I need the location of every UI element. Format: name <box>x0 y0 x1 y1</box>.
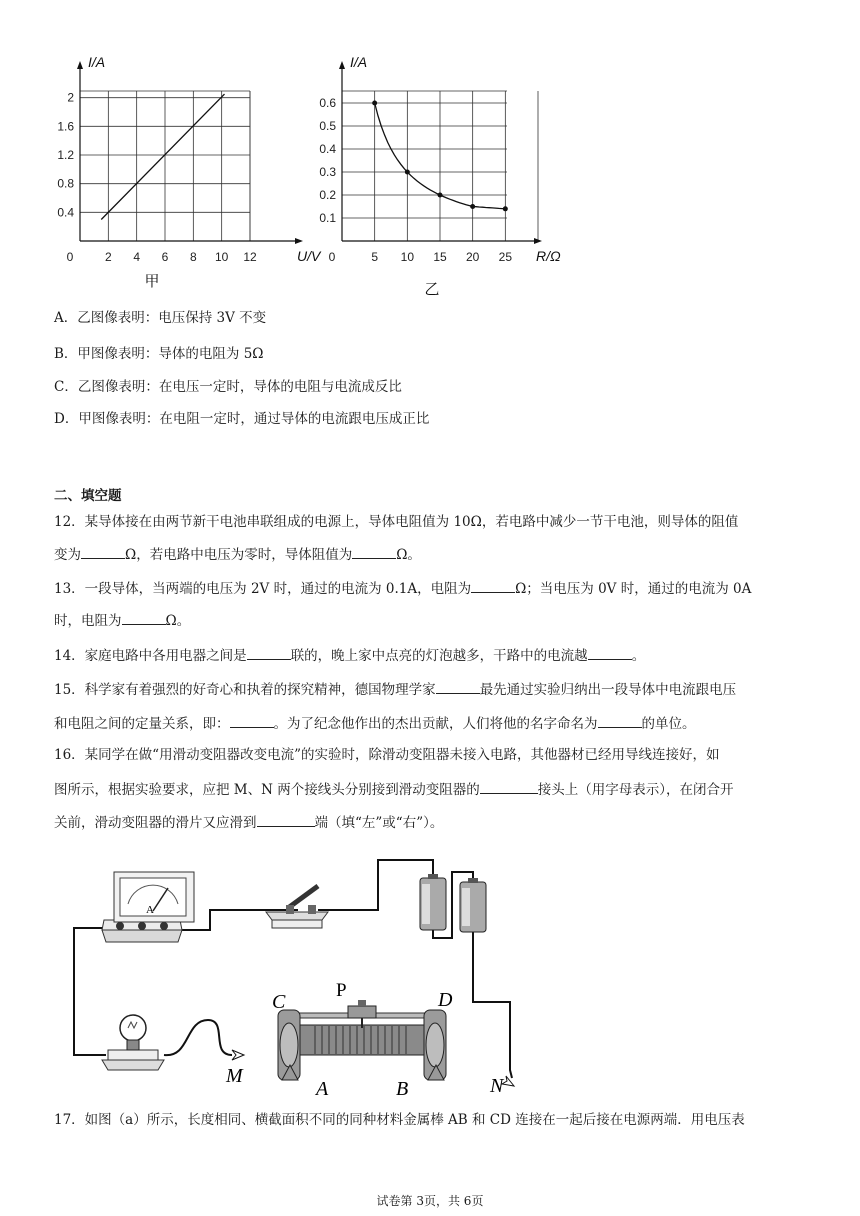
x-tick-label: 0 <box>66 250 74 264</box>
grid <box>80 91 250 241</box>
q16-text-c: 关前，滑动变阻器的滑片又应滑到 <box>54 815 257 831</box>
x-tick-label: 25 <box>498 250 513 264</box>
q13-blank-2[interactable] <box>122 610 166 625</box>
q12-line2 <box>54 544 421 565</box>
x-tick-label: 10 <box>400 250 415 264</box>
ammeter-label: A <box>146 904 154 916</box>
q13-text-d: Ω。 <box>165 613 191 629</box>
q13-line2 <box>54 610 190 631</box>
x-tick-label: 8 <box>189 250 197 264</box>
data-point <box>470 204 475 209</box>
x-tick-label: 2 <box>104 250 112 264</box>
q12-line1: 12．某导体接在由两节新干电池串联组成的电源上，导体电阻值为 10Ω，若电路中减少一节干电池，则导体的阻值 <box>54 514 739 530</box>
option-b: B．甲图像表明：导体的电阻为 5Ω <box>54 346 264 362</box>
battery-icon <box>420 874 446 930</box>
y-tick-label: 0.5 <box>319 119 336 133</box>
label-d: D <box>438 989 453 1011</box>
graph-jia <box>57 50 321 300</box>
lamp-icon <box>102 1015 164 1070</box>
q16-blank-1[interactable] <box>480 779 538 794</box>
q12-blank-2[interactable] <box>352 544 396 559</box>
q15-text-e: 的单位。 <box>641 716 696 732</box>
label-p: P <box>336 980 347 1001</box>
y-tick-label: 2 <box>67 90 74 105</box>
q15-text-a: 15．科学家有着强烈的好奇心和执着的探究精神，德国物理学家 <box>54 682 436 698</box>
y-axis-label: I/A <box>88 54 106 70</box>
q12-text-a: 变为 <box>54 547 81 563</box>
rheostat-icon <box>278 1000 446 1080</box>
y-axis-arrow-icon <box>339 61 345 69</box>
q16-line3 <box>54 812 443 833</box>
q15-blank-3[interactable] <box>598 713 642 728</box>
option-c: C．乙图像表明：在电压一定时，导体的电阻与电流成反比 <box>54 379 402 395</box>
q12-text-b: Ω，若电路中电压为零时，导体阻值为 <box>125 547 353 563</box>
y-tick-label: 0.2 <box>319 188 336 202</box>
q17-line: 17．如图（a）所示，长度相同、横截面积不同的同种材料金属棒 AB 和 CD 连接在一起后接在电源两端．用电压表 <box>54 1112 745 1128</box>
q12-blank-1[interactable] <box>81 544 125 559</box>
data-point <box>405 170 410 175</box>
grid <box>342 91 538 241</box>
q15-line1 <box>54 679 736 700</box>
x-tick-label: 6 <box>161 250 169 264</box>
x-tick-label: 10 <box>214 250 229 264</box>
label-b: B <box>396 1078 409 1100</box>
q16-line1: 16．某同学在做“用滑动变阻器改变电流”的实验时，除滑动变阻器未接入电路，其他器材已经用导线连接好，如 <box>54 747 720 763</box>
q15-blank-1[interactable] <box>436 679 480 694</box>
chart-caption: 甲 <box>144 273 160 290</box>
q14-text-c: 。 <box>631 648 646 664</box>
x-tick-label: 4 <box>133 250 141 264</box>
x-tick-label: 5 <box>371 250 379 264</box>
label-a: A <box>316 1078 329 1100</box>
q14-text-b: 联的，晚上家中点亮的灯泡越多，干路中的电流越 <box>290 648 588 664</box>
q14-line <box>54 645 645 666</box>
y-tick-label: 1.6 <box>57 119 74 134</box>
q13-line1 <box>54 578 751 599</box>
y-tick-label: 0.6 <box>319 96 336 110</box>
q12-text-c: Ω。 <box>396 547 421 563</box>
q15-text-d: 。为了纪念他作出的杰出贡献，人们将他的名字命名为 <box>273 716 598 732</box>
x-tick-label: 20 <box>465 250 480 264</box>
x-axis-label: R/Ω <box>536 248 561 264</box>
section-title: 二、填空题 <box>54 488 122 504</box>
q16-blank-2[interactable] <box>257 812 315 827</box>
q16-text-a: 图所示，根据实验要求，应把 M、N 两个接线头分别接到滑动变阻器的 <box>54 782 480 798</box>
q13-text-a: 13．一段导体，当两端的电压为 2V 时，通过的电流为 0.1A，电阻为 <box>54 581 472 597</box>
page-footer: 试卷第 3页，共 6页 <box>376 1194 484 1208</box>
y-tick-label: 0.1 <box>319 211 336 225</box>
x-tick-label: 0 <box>328 250 336 264</box>
label-c: C <box>272 991 286 1013</box>
data-point <box>503 206 508 211</box>
battery-icon <box>460 878 486 932</box>
q14-text-a: 14．家庭电路中各用电器之间是 <box>54 648 247 664</box>
y-tick-label: 0.3 <box>319 165 336 179</box>
chart-caption: 乙 <box>424 281 440 298</box>
x-axis-label: U/V <box>297 248 321 264</box>
q13-text-c: 时，电阻为 <box>54 613 122 629</box>
ammeter-icon <box>102 872 194 942</box>
q15-line2 <box>54 713 696 734</box>
y-tick-label: 1.2 <box>57 148 74 162</box>
y-axis-label: I/A <box>350 54 368 70</box>
y-axis-arrow-icon <box>77 61 83 69</box>
label-m: M <box>226 1065 243 1087</box>
q14-blank-1[interactable] <box>247 645 291 660</box>
q15-text-b: 最先通过实验归纳出一段导体中电流跟电压 <box>479 682 737 698</box>
connector-m-icon <box>232 1050 244 1060</box>
series-line <box>101 94 224 219</box>
data-point <box>372 101 377 106</box>
y-tick-label: 0.4 <box>57 205 74 220</box>
x-tick-label: 12 <box>243 250 257 264</box>
x-tick-label: 15 <box>433 250 447 264</box>
label-n: N <box>490 1075 504 1097</box>
data-point <box>438 193 443 198</box>
q15-blank-2[interactable] <box>230 713 274 728</box>
q16-text-d: 端（填“左”或“右”）。 <box>314 815 444 831</box>
q14-blank-2[interactable] <box>588 645 632 660</box>
graph-yi <box>320 50 560 300</box>
option-a: A．乙图像表明：电压保持 3V 不变 <box>54 310 267 326</box>
q13-blank-1[interactable] <box>471 578 515 593</box>
circuit-diagram <box>60 850 580 1100</box>
option-d: D．甲图像表明：在电阻一定时，通过导体的电流跟电压成正比 <box>54 411 430 427</box>
x-axis-arrow-icon <box>295 238 303 244</box>
y-tick-label: 0.4 <box>319 142 336 156</box>
y-tick-label: 0.8 <box>57 176 74 191</box>
q16-line2 <box>54 779 733 800</box>
q16-text-b: 接头上（用字母表示），在闭合开 <box>537 782 734 798</box>
q13-text-b: Ω；当电压为 0V 时，通过的电流为 0A <box>515 581 752 597</box>
switch-icon <box>266 886 328 928</box>
q15-text-c: 和电阻之间的定量关系，即： <box>54 716 230 732</box>
